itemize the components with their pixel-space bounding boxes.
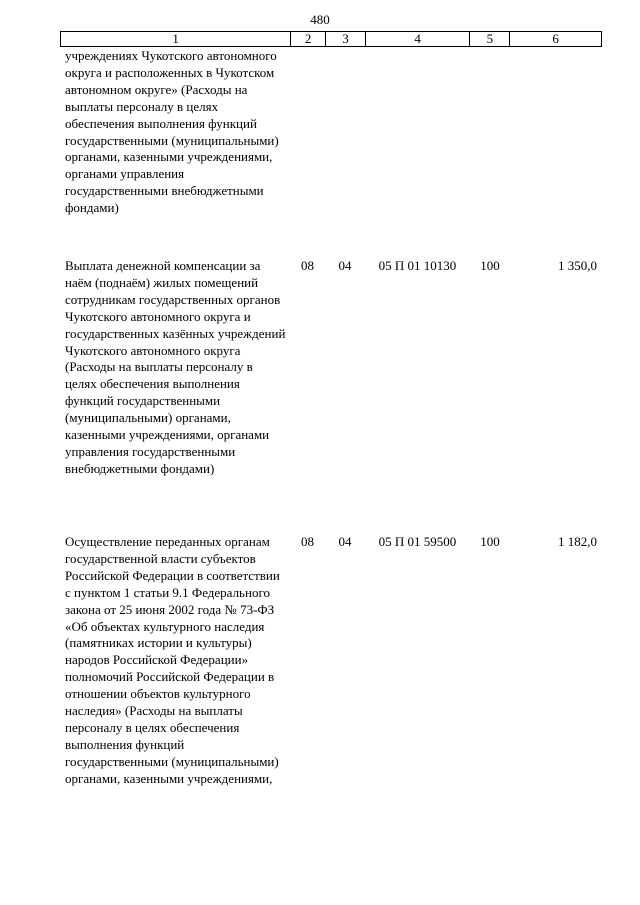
page-number: 480 [310, 12, 330, 27]
column-header-1: 1 [172, 31, 179, 46]
table-row [60, 258, 602, 478]
column-header-2: 2 [290, 32, 325, 46]
row-amount: 1 182,0 [558, 534, 597, 549]
column-header-6: 6 [509, 32, 601, 46]
table-row [60, 534, 602, 788]
row-expense-type [470, 48, 510, 217]
row-description: Выплата денежной компенсации за наём (поднаём) жилых помещений сотрудникам государственных органов Чукотского автономного округа и государственных казённых учреждений Чукотского автономного округа (Расходы на выплаты персоналу в целях обеспечения выполнения функций государственными (муниципальными) органами, казенными учреждениями, органами управления государственными внебюджетными фондами) [65, 258, 286, 476]
table-header [60, 31, 602, 47]
row-amount [510, 48, 602, 217]
row-description: Осуществление переданных органам государственной власти субъектов Российской Федерации в соответствии с пунктом 1 статьи 9.1 Федерального закона от 25 июня 2002 года № 73-ФЗ «Об объектах культурного наследия (памятниках истории и культуры) народов Российской Федерации» полномочий Российской Федерации в отношении объектов культурного наследия» (Расходы на выплаты персоналу в целях обеспечения выполнения функций государственными (муниципальными) органами, казенными учреждениями, [65, 534, 280, 786]
row-description: учреждениях Чукотского автономного округа и расположенных в Чукотском автономном округе» (Расходы на выплаты персоналу в целях обеспечения выполнения функций государственными (муниципальными) органами, казенными учреждениями, органами управления государственными внебюджетными фондами) [65, 48, 279, 216]
row-target-code [365, 48, 470, 217]
row-amount: 1 350,0 [558, 258, 597, 273]
row-expense-type: 100 [480, 534, 500, 549]
column-header-3: 3 [325, 32, 365, 46]
row-section [290, 48, 325, 217]
row-expense-type: 100 [480, 258, 500, 273]
column-header-4: 4 [365, 32, 470, 46]
row-subsection: 04 [338, 534, 352, 549]
row-target-code: 05 П 01 10130 [378, 258, 457, 273]
row-subsection [325, 48, 365, 217]
row-section: 08 [301, 258, 314, 273]
row-target-code: 05 П 01 59500 [378, 534, 457, 549]
row-section: 08 [301, 534, 314, 549]
column-header-5: 5 [469, 32, 509, 46]
row-subsection: 04 [338, 258, 352, 273]
table-row [60, 48, 602, 217]
